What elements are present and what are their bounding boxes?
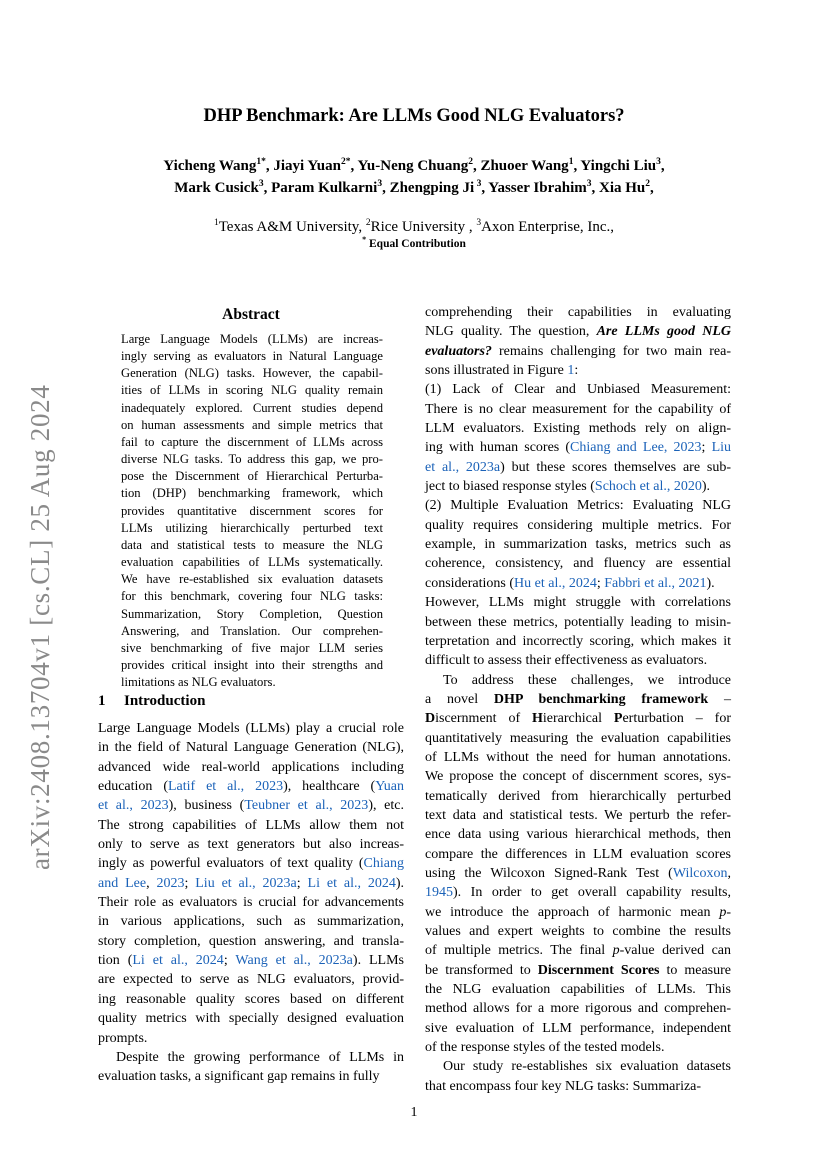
author: [271, 180, 390, 196]
text-run: of LLMs without the need for human annotations.: [425, 749, 731, 765]
text-line: [425, 496, 731, 515]
author-list: [60, 155, 768, 199]
text-run: iscernment of: [435, 711, 533, 727]
text-line: [425, 922, 731, 941]
author-name: Jiayi Yuan: [273, 158, 341, 174]
text-run: :: [574, 363, 579, 379]
text-line: [425, 419, 731, 438]
text-line: [425, 574, 731, 593]
text-line: [425, 980, 731, 999]
section-heading-introduction: [98, 693, 205, 710]
text-line: [425, 729, 731, 748]
text-run: a novel: [425, 691, 494, 707]
text-line: [425, 632, 731, 651]
abstract-line: sive benchmarking of five major LLM series: [121, 640, 383, 655]
author-affiliation-mark: 1: [568, 157, 574, 167]
author: [163, 158, 273, 174]
abstract-line: on human assessments and simple metrics that: [121, 417, 383, 432]
text-line: [425, 400, 731, 419]
author-name: Xia Hu: [599, 180, 646, 196]
text-line: [425, 303, 731, 322]
text-line: [425, 593, 731, 612]
citation-link: Teubner et al., 2023: [244, 798, 369, 814]
author-separator: ,: [265, 158, 274, 174]
text-line: [98, 893, 404, 912]
author: [390, 180, 489, 196]
citation-link: et al., 2023: [98, 798, 169, 814]
text-run: coherence, consistency, and fluency are essential: [425, 556, 731, 572]
text-run: between these metrics, potentially leading to misin-: [425, 614, 731, 630]
text-run: ing reasonable quality scores based on different: [98, 991, 404, 1007]
author-affiliation-mark: 2: [645, 179, 651, 189]
author-affiliation-mark: 3: [586, 179, 592, 189]
text-run: ;: [596, 575, 605, 591]
abstract-line: pose the Discernment of Hierarchical Perturba-: [121, 469, 383, 484]
citation-link: Latif et al., 2023: [167, 779, 284, 795]
author-name: Yingchi Liu: [580, 158, 657, 174]
text-line: [425, 458, 731, 477]
text-line: [425, 342, 731, 361]
citation-link: Chiang: [363, 856, 404, 872]
abstract-line: limitations as NLG evaluators.: [121, 675, 276, 690]
author-separator: ,: [591, 180, 600, 196]
author-name: Mark Cusick: [174, 180, 259, 196]
text-line: [425, 864, 731, 883]
text-run: using the Wilcoxon Signed-Rank Test (: [425, 865, 673, 881]
text-line: [98, 912, 404, 931]
text-line: [98, 796, 404, 815]
author-separator: ,: [481, 180, 489, 196]
abstract-line: inadequately explored. Current studies depend: [121, 400, 383, 415]
text-run: example, in summarization tasks, metrics such as: [425, 537, 731, 553]
abstract-line: LLMs utilizing hierarchically perturbed text: [121, 520, 383, 535]
text-run: ), business (: [168, 798, 245, 814]
text-line: [425, 1057, 731, 1076]
author-separator: ,: [350, 158, 358, 174]
affiliation-separator: ,: [358, 219, 366, 235]
text-run: sive evaluation of LLM performance, independent: [425, 1020, 731, 1036]
body-column-right: [425, 303, 731, 1096]
author-separator: ,: [573, 158, 581, 174]
text-run: ;: [701, 440, 712, 456]
text-run: ingly as powerful evaluators of text quality (: [98, 856, 364, 872]
abstract-line: We have re-established six evaluation datasets: [121, 572, 383, 587]
abstract-line: provides quantitative discernment scores for: [121, 503, 383, 518]
citation-link: 1945: [425, 885, 453, 901]
author-separator: ,: [382, 180, 390, 196]
text-run: LLM evaluators. Existing methods rely on align-: [425, 421, 731, 437]
text-run: to measure: [659, 962, 732, 978]
abstract-line: fail to capture the discernment of LLMs across: [121, 434, 383, 449]
text-run: values and expert weights to combine the results: [425, 924, 731, 939]
text-line: [98, 1009, 404, 1028]
author-name: Zhengping Ji: [389, 180, 475, 196]
affiliation-mark: 3: [476, 218, 482, 228]
text-run: ;: [296, 875, 308, 891]
page-number: 1: [410, 1105, 418, 1120]
abstract-line: Answering, and Translation. Our comprehen-: [121, 623, 383, 638]
equal-contribution-note: [0, 235, 828, 250]
abstract-line: ities of LLMs in scoring NLG quality remain: [121, 383, 383, 398]
citation-link: Yuan: [375, 779, 404, 795]
text-run: ;: [184, 875, 196, 891]
affiliation-name: Rice University: [370, 219, 469, 235]
text-run: H: [532, 711, 543, 727]
text-run: Are LLMs good NLG: [596, 324, 732, 340]
text-line: [425, 690, 731, 709]
affiliations: [0, 217, 828, 237]
text-run: be transformed to: [425, 962, 538, 978]
citation-link: Wilcoxon: [672, 865, 728, 881]
text-line: [425, 554, 731, 573]
abstract-line: tion (DHP) benchmarking framework, which: [121, 486, 383, 501]
text-line: [98, 951, 404, 970]
text-line: [425, 961, 731, 980]
abstract-line: ingly serving as evaluators in Natural Language: [121, 349, 383, 364]
text-run: The strong capabilities of LLMs allow them not: [98, 817, 404, 833]
author: [174, 180, 271, 196]
affiliation-separator: ,: [610, 219, 615, 235]
text-run: erturbation – for: [622, 711, 731, 727]
text-run: ), etc.: [368, 798, 404, 814]
text-line: [98, 1048, 404, 1067]
text-run: We propose the concept of discernment scores, sys-: [425, 769, 731, 785]
text-run: comprehending their capabilities in evaluating: [425, 305, 731, 320]
text-run: -: [726, 904, 731, 920]
citation-link: Schoch et al., 2020: [594, 479, 702, 495]
text-run: story completion, question answering, and transla-: [98, 933, 404, 949]
text-run: tion (: [98, 953, 133, 969]
abstract-line: data and statistical tests to measure the NLG: [121, 537, 383, 552]
text-run: –: [708, 691, 731, 707]
text-run: education (: [98, 779, 168, 795]
text-line: [98, 777, 404, 796]
text-run: advanced wide real-world applications including: [98, 759, 404, 775]
text-run: ).: [706, 575, 715, 591]
author-name: Yasser Ibrahim: [488, 180, 587, 196]
author: [580, 158, 664, 174]
author-affiliation-mark: 2*: [341, 157, 351, 167]
body-column-left: [98, 719, 404, 1087]
text-run: ject to biased response styles (: [425, 479, 595, 495]
equal-contribution-text: Equal Contribution: [366, 238, 466, 250]
abstract-line: evaluation capabilities of LLMs systematically.: [121, 555, 383, 570]
author: [357, 158, 480, 174]
text-run: NLG quality. The question,: [425, 324, 597, 340]
author-affiliation-mark: 3: [474, 179, 482, 189]
text-run: evaluation tasks, a significant gap remains in fully: [98, 1069, 380, 1085]
text-line: [425, 1038, 731, 1057]
author: [488, 180, 599, 196]
text-run: text data and statistical tests. We perturb the refer-: [425, 807, 731, 823]
abstract-line: Summarization, Story Completion, Question: [121, 606, 383, 621]
author-separator: ,: [263, 180, 272, 196]
affiliation-name: Axon Enterprise, Inc.: [481, 219, 611, 235]
text-run: are expected to serve as NLG evaluators, provid-: [98, 972, 404, 988]
abstract-heading: Abstract: [222, 306, 280, 323]
text-run: D: [425, 711, 436, 727]
text-line: [98, 854, 404, 873]
text-run: quality requires considering multiple metrics. For: [425, 517, 731, 533]
equal-contribution-mark: *: [362, 235, 367, 245]
text-line: [98, 835, 404, 854]
abstract-line: diverse NLG tasks. To address this gap, we pro-: [121, 452, 383, 467]
text-run: of multiple metrics. The final: [425, 943, 613, 959]
text-run: (2) Multiple Evaluation Metrics: Evaluating NLG: [425, 498, 731, 514]
author: [599, 180, 654, 196]
citation-link: et al., 2023a: [425, 459, 501, 475]
text-line: [98, 1067, 404, 1086]
author: [273, 158, 357, 174]
text-run: Discernment Scores: [537, 962, 660, 978]
text-run: remains challenging for two main rea-: [491, 343, 731, 359]
citation-link: Hu et al., 2024: [514, 575, 597, 591]
text-line: [425, 903, 731, 922]
text-line: [425, 999, 731, 1018]
text-run: evaluators?: [425, 343, 492, 359]
text-line: [98, 1029, 404, 1048]
text-line: [425, 477, 731, 496]
text-line: [98, 874, 404, 893]
author: [480, 158, 580, 174]
author-name: Zhuoer Wang: [480, 158, 569, 174]
text-run: p: [719, 904, 727, 920]
abstract-line: Generation (NLG) tasks. However, the capabil-: [121, 366, 383, 381]
affiliation-name: Texas A&M University: [218, 219, 359, 235]
text-run: only to serve as text generators but also increas-: [98, 837, 404, 853]
text-run: method allows for a more rigorous and comprehen-: [425, 1001, 731, 1017]
abstract-line: for this benchmark, covering four NLG tasks:: [121, 589, 383, 604]
text-line: [425, 380, 731, 399]
affiliation-mark: 2: [365, 218, 371, 228]
text-run: Their role as evaluators is crucial for advancements: [98, 895, 404, 911]
abstract-body: [121, 331, 383, 691]
citation-link: Liu: [711, 440, 732, 456]
text-run: prompts.: [98, 1030, 148, 1046]
text-run: ence data using various hierarchical methods, then: [425, 827, 731, 843]
section-number: 1: [98, 693, 106, 709]
text-run: ;: [223, 953, 236, 969]
text-line: [425, 361, 731, 380]
text-run: quantitatively measuring the evaluation capabilities: [425, 730, 731, 746]
author-affiliation-mark: 3: [656, 157, 661, 167]
citation-link: and Lee: [98, 875, 147, 891]
text-run: difficult to assess their effectiveness as evaluators.: [425, 653, 708, 669]
text-line: [425, 651, 731, 670]
text-run: in various applications, such as summarization,: [98, 914, 404, 930]
affiliation-mark: 1: [213, 218, 219, 228]
text-run: -value derived can: [619, 943, 732, 959]
text-line: [98, 758, 404, 777]
text-run: compare the differences in LLM evaluation scores: [425, 846, 731, 862]
text-line: [425, 516, 731, 535]
text-run: ).: [701, 479, 710, 495]
text-run: terpretation and incorrectly scoring, which makes it: [425, 633, 731, 649]
text-run: However, LLMs might struggle with correlations: [425, 595, 731, 611]
citation-link: 1: [567, 363, 575, 379]
text-run: ) but these scores themselves are sub-: [500, 459, 731, 475]
author-separator: ,: [472, 158, 481, 174]
citation-link: Chiang and Lee, 2023: [570, 440, 702, 456]
text-line: [425, 825, 731, 844]
citation-link: Li et al., 2024: [307, 875, 396, 891]
affiliation-separator: ,: [468, 219, 477, 235]
text-run: the NLG evaluation capabilities of LLMs. This: [425, 982, 731, 998]
text-run: To address these challenges, we introduce: [443, 672, 731, 688]
text-line: [425, 941, 731, 960]
text-run: considerations (: [425, 575, 515, 591]
text-run: Despite the growing performance of LLMs in: [116, 1049, 404, 1065]
text-run: ,: [146, 875, 157, 891]
text-run: P: [613, 711, 623, 727]
text-line: [425, 535, 731, 554]
text-line: [425, 883, 731, 902]
text-line: [425, 322, 731, 341]
text-line: [425, 671, 731, 690]
author-separator: ,: [650, 180, 654, 196]
text-run: ).: [395, 875, 405, 891]
text-line: [98, 990, 404, 1009]
text-run: ). In order to get overall capability results,: [453, 885, 731, 901]
text-run: that encompass four key NLG tasks: Summariza-: [425, 1078, 702, 1094]
text-run: Our study re-establishes six evaluation datasets: [443, 1059, 731, 1075]
author-name: Yicheng Wang: [163, 158, 257, 174]
text-line: [425, 438, 731, 457]
text-run: of the response styles of the tested models.: [425, 1040, 665, 1056]
text-line: [425, 845, 731, 864]
text-run: sons illustrated in Figure: [425, 363, 568, 379]
text-line: [425, 767, 731, 786]
text-run: ing with human scores (: [425, 440, 571, 456]
arxiv-identifier: arXiv:2408.13704v1 [cs.CL] 25 Aug 2024: [25, 384, 55, 870]
text-line: [425, 748, 731, 767]
text-run: (1) Lack of Clear and Unbiased Measurement:: [425, 382, 731, 398]
text-line: [98, 932, 404, 951]
section-title: Introduction: [124, 693, 206, 709]
text-run: ). LLMs: [352, 953, 404, 969]
text-line: [425, 1077, 731, 1096]
abstract-line: Large Language Models (LLMs) are increas-: [121, 332, 383, 346]
text-run: Large Language Models (LLMs) play a crucial role: [98, 721, 404, 736]
citation-link: Li et al., 2024: [132, 953, 224, 969]
text-run: ,: [727, 865, 731, 881]
text-run: tematically derived from hierarchically perturbed: [425, 788, 731, 804]
text-line: [425, 613, 731, 632]
citation-link: Wang et al., 2023a: [235, 953, 353, 969]
citation-link: 2023: [156, 875, 185, 891]
text-line: [98, 738, 404, 757]
text-run: in the field of Natural Language Generation (NLG),: [98, 740, 404, 756]
author-affiliation-mark: 3: [258, 179, 264, 189]
citation-link: Liu et al., 2023a: [195, 875, 297, 891]
citation-link: Fabbri et al., 2021: [604, 575, 707, 591]
text-line: [425, 709, 731, 728]
paper-title: DHP Benchmark: Are LLMs Good NLG Evaluators?: [203, 106, 625, 126]
text-line: [425, 787, 731, 806]
text-line: [98, 719, 404, 738]
text-run: p: [612, 943, 620, 959]
text-line: [98, 816, 404, 835]
text-run: quality metrics with specially designed evaluation: [98, 1011, 404, 1027]
text-run: ierarchical: [542, 711, 614, 727]
author-affiliation-mark: 2: [468, 157, 473, 167]
text-run: ), healthcare (: [283, 779, 376, 795]
text-run: we introduce the approach of harmonic mean: [425, 904, 720, 920]
text-line: [425, 806, 731, 825]
author-separator: ,: [660, 158, 665, 174]
text-run: DHP benchmarking framework: [493, 691, 709, 707]
abstract-line: provides critical insight into their strengths and: [121, 657, 383, 672]
text-line: [98, 970, 404, 989]
author-name: Yu-Neng Chuang: [357, 158, 469, 174]
text-line: [425, 1019, 731, 1038]
author-affiliation-mark: 1*: [256, 157, 266, 167]
text-run: There is no clear measurement for the capability of: [425, 401, 731, 417]
author-affiliation-mark: 3: [377, 179, 383, 189]
author-name: Param Kulkarni: [271, 180, 378, 196]
